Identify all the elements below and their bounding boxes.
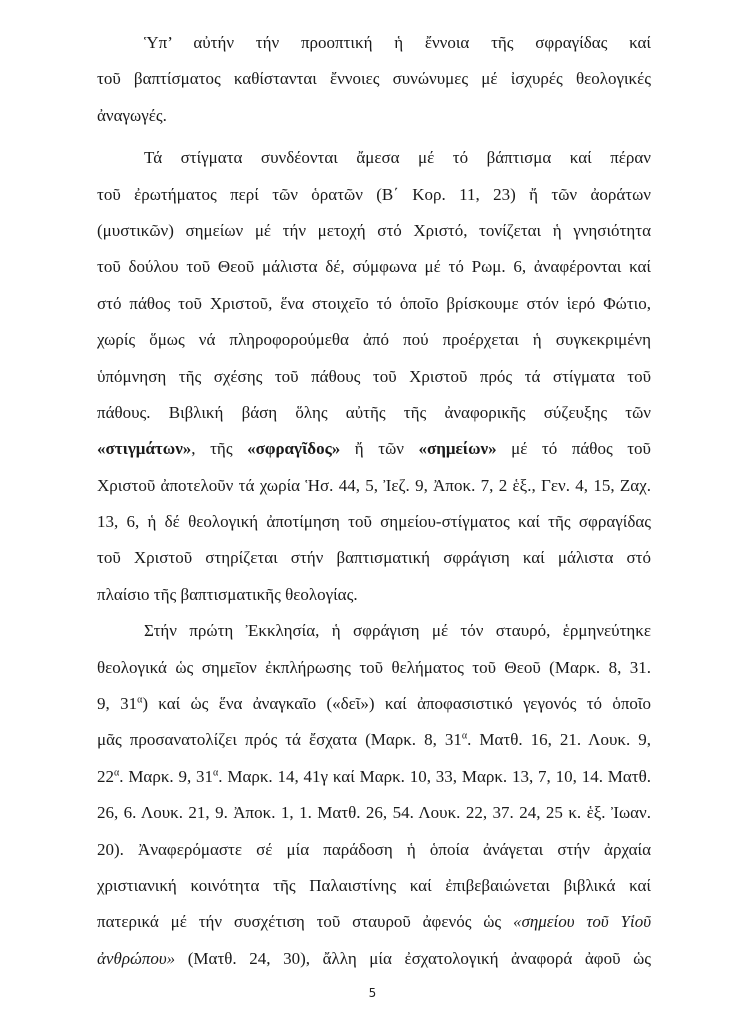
text-segment: ἀναγωγές. <box>97 105 167 125</box>
text-segment: στό πάθος τοῦ Χριστοῦ, ἕνα στοιχεῖο τό ὁποῖο βρίσκουμε στόν ἱερό Φώτιο, <box>97 293 651 313</box>
bold-term: «σφραγῖδος» <box>247 439 341 459</box>
text-segment: τοῦ δούλου τοῦ Θεοῦ μάλιστα δέ, σύμφωνα μέ τό Ρωμ. 6, ἀναφέρονται καί <box>97 257 651 277</box>
page-number: 5 <box>368 986 377 1000</box>
text-line <box>97 795 651 831</box>
text-line <box>97 140 651 176</box>
text-line <box>97 395 651 431</box>
text-segment: τοῦ βαπτίσματος καθίστανται ἔννοιες συνώνυμες μέ ἰσχυρές θεολογικές <box>97 69 651 89</box>
text-line <box>97 468 651 504</box>
superscript: α <box>461 730 468 742</box>
superscript: α <box>137 694 143 706</box>
text-segment: 20). Ἀναφερόμαστε σέ μία παράδοση ἡ ὁποία ἀνάγεται στήν ἀρχαία <box>97 839 651 859</box>
text-line <box>97 213 651 249</box>
text-segment: Ὑπ’ αὐτήν τήν προοπτική ἡ ἔννοια τῆς σφραγίδας καί <box>144 33 651 52</box>
text-line <box>97 249 651 285</box>
text-segment: ὑπόμνηση τῆς σχέσης τοῦ πάθους τοῦ Χριστοῦ πρός τά στίγματα τοῦ <box>97 366 651 386</box>
text-segment: 22 <box>97 766 114 786</box>
text-segment: . Μαρκ. 9, 31 <box>119 766 214 786</box>
text-segment: 13, 6, ἡ δέ θεολογική ἀποτίμηση τοῦ σημείου-στίγματος καί τῆς σφραγίδας <box>97 512 651 532</box>
text-segment: Τά στίγματα συνδέονται ἄμεσα μέ τό βάπτισμα καί πέραν <box>144 148 651 168</box>
text-segment: . Μαρκ. 14, 41γ καί Μαρκ. 10, 33, Μαρκ. 13, 7, 10, 14. Ματθ. <box>218 766 652 786</box>
text-line <box>97 61 651 97</box>
text-line <box>97 904 651 940</box>
text-segment: τοῦ Χριστοῦ στηρίζεται στήν βαπτισματική σφράγιση καί μάλιστα στό <box>97 548 651 568</box>
document-body <box>97 25 651 977</box>
text-line <box>97 868 651 904</box>
text-line <box>97 359 651 395</box>
text-line <box>97 832 651 868</box>
text-line <box>97 941 651 977</box>
text-line <box>97 577 651 613</box>
text-segment: 26, 6. Λουκ. 21, 9. Ἀποκ. 1, 1. Ματθ. 26, 54. Λουκ. 22, 37. 24, 25 κ. ἑξ. Ἰωαν. <box>97 803 651 823</box>
text-segment: χωρίς ὅμως νά πληροφορούμεθα ἀπό πού προέρχεται ἡ συγκεκριμένη <box>97 330 651 350</box>
text-segment: μέ τό πάθος τοῦ <box>496 439 651 459</box>
text-line <box>97 613 651 649</box>
text-segment: (μυστικῶν) σημείων μέ τήν μετοχή στό Χριστό, τονίζεται ἡ γνησιότητα <box>97 220 651 240</box>
bold-term: «σημείων» <box>418 439 497 459</box>
text-segment: Χριστοῦ ἀποτελοῦν τά χωρία Ἡσ. 44, 5, Ἰεζ. 9, Ἀποκ. 7, 2 ἑξ., Γεν. 4, 15, Ζαχ. <box>97 475 651 495</box>
text-line <box>97 431 651 467</box>
superscript: α <box>213 767 219 779</box>
superscript: α <box>114 767 120 779</box>
text-line <box>97 504 651 540</box>
text-segment: ἤ τῶν <box>340 439 419 459</box>
text-segment: τοῦ ἐρωτήματος περί τῶν ὁρατῶν (Β΄ Κορ. 11, 23) ἤ τῶν ἀοράτων <box>97 184 651 204</box>
text-line <box>97 98 651 134</box>
text-line <box>97 25 651 61</box>
italic-quote: ἀνθρώπου» <box>97 948 176 968</box>
text-segment: Στήν πρώτη Ἐκκλησία, ἡ σφράγιση μέ τόν σταυρό, ἑρμηνεύτηκε <box>144 621 651 641</box>
text-line <box>97 540 651 576</box>
text-line <box>97 177 651 213</box>
text-segment: πατερικά μέ τήν συσχέτιση τοῦ σταυροῦ ἀφενός ὡς <box>97 912 513 932</box>
text-segment: θεολογικά ὡς σημεῖον ἐκπλήρωσης τοῦ θελήματος τοῦ Θεοῦ (Μαρκ. 8, 31. <box>97 657 651 677</box>
paragraph <box>97 25 651 134</box>
text-segment: πάθους. Βιβλική βάση ὅλης αὐτῆς τῆς ἀναφορικῆς σύζευξης τῶν <box>97 402 651 422</box>
italic-quote: «σημείου τοῦ Υἱοῦ <box>512 912 651 932</box>
text-line <box>97 759 651 795</box>
text-segment: (Ματθ. 24, 30), ἄλλη μία ἐσχατολογική ἀναφορά ἀφοῦ ὡς <box>175 948 651 968</box>
text-line <box>97 650 651 686</box>
text-segment: πλαίσιο τῆς βαπτισματικῆς θεολογίας. <box>97 584 358 604</box>
text-line <box>97 686 651 722</box>
text-segment: . Ματθ. 16, 21. Λουκ. 9, <box>467 730 651 750</box>
paragraph <box>97 613 651 977</box>
text-segment: ) καί ὡς ἕνα ἀναγκαῖο («δεῖ») καί ἀποφασιστικό γεγονός τό ὁποῖο <box>142 694 651 714</box>
text-segment: χριστιανική κοινότητα τῆς Παλαιστίνης καί ἐπιβεβαιώνεται βιβλικά καί <box>97 875 651 895</box>
text-segment: μᾶς προσανατολίζει πρός τά ἔσχατα (Μαρκ. 8, 31 <box>97 730 462 750</box>
text-segment: 9, 31 <box>97 694 138 714</box>
text-line <box>97 322 651 358</box>
text-line <box>97 722 651 758</box>
bold-term: «στιγμάτων» <box>97 439 192 459</box>
text-line <box>97 286 651 322</box>
paragraph <box>97 140 651 613</box>
text-segment: , τῆς <box>191 439 248 459</box>
